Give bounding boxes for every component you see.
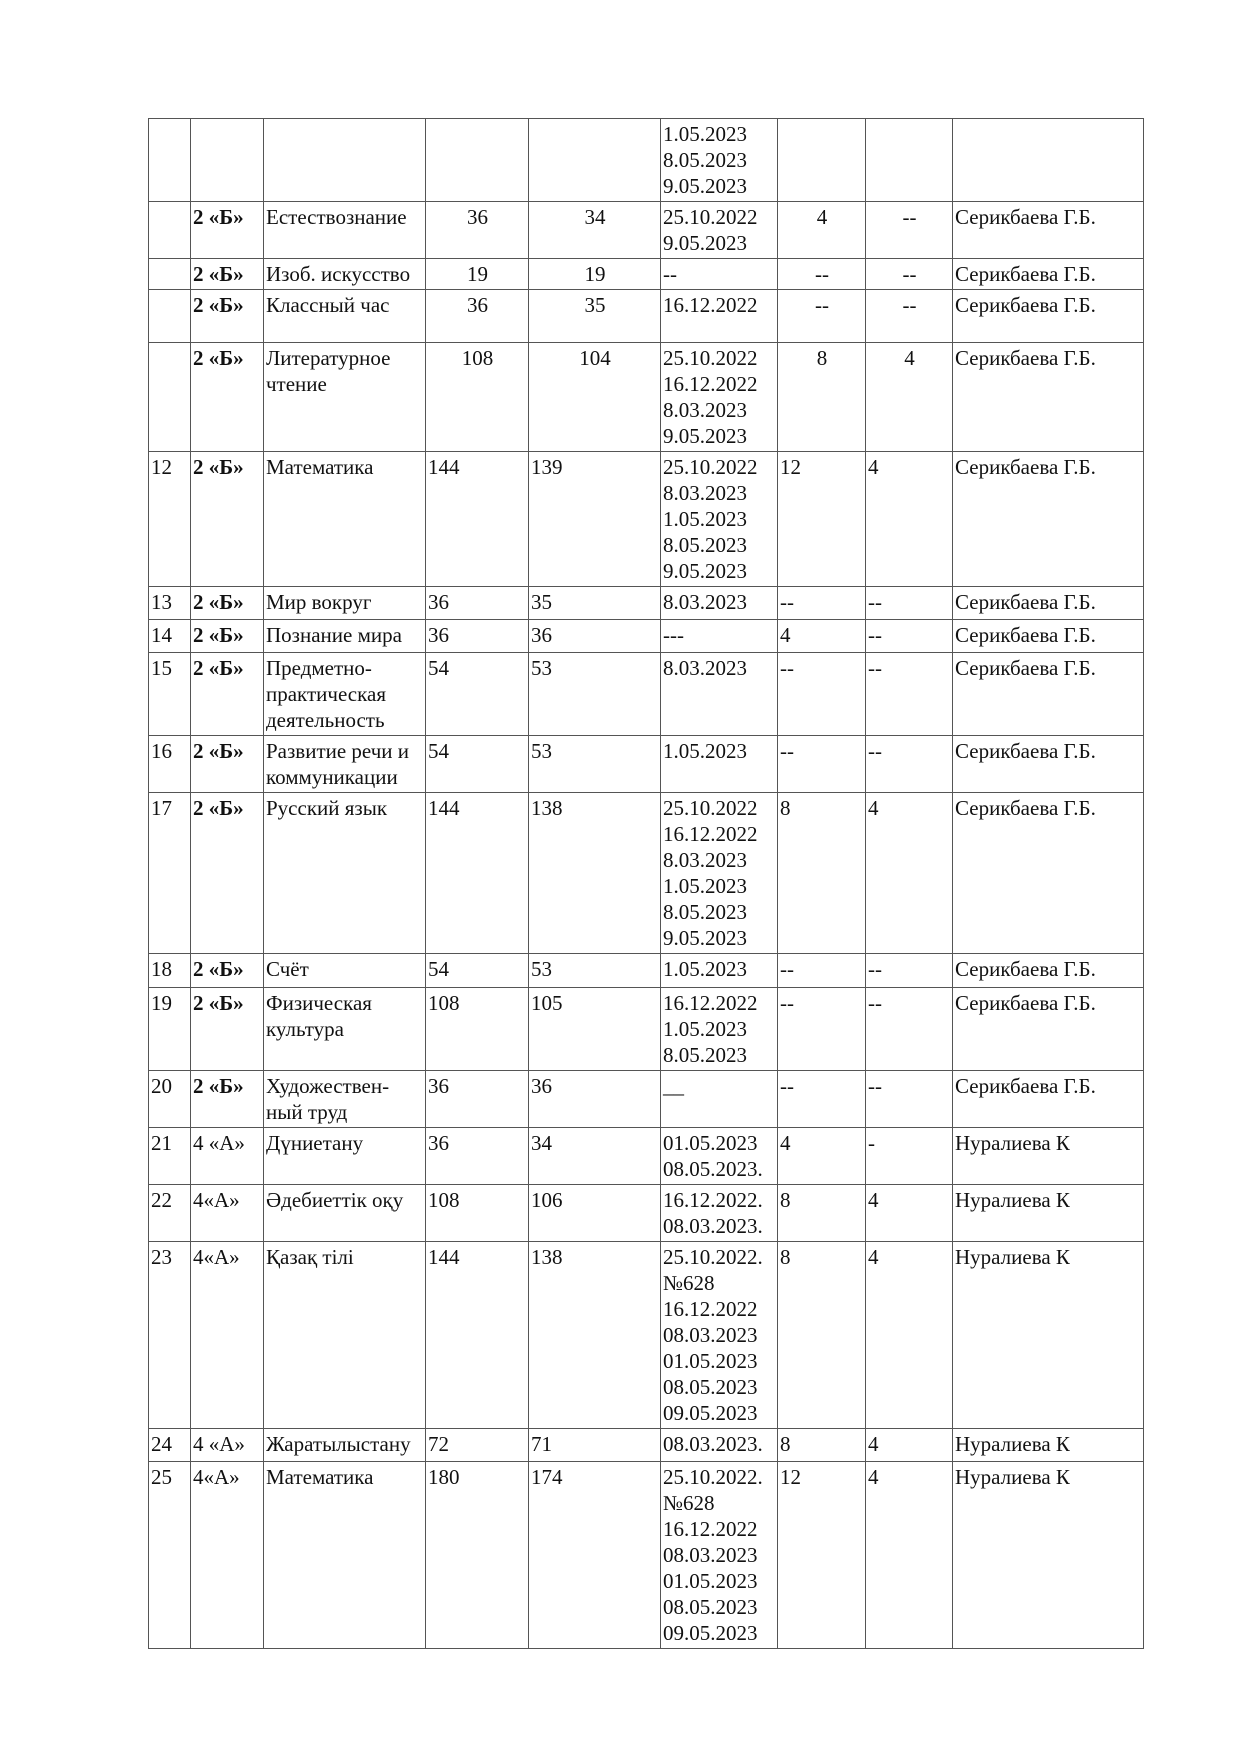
hours-plan-cell: 36 <box>426 587 529 620</box>
hours-fact-cell: 105 <box>529 988 661 1071</box>
subject-cell <box>264 988 426 1071</box>
count-cell-a: 4 <box>778 1128 866 1185</box>
row-number-cell: 24 <box>149 1429 191 1462</box>
date-line: 08.05.2023. <box>663 1157 763 1181</box>
teacher-cell: Серикбаева Г.Б. <box>953 202 1144 259</box>
count-cell-a: 8 <box>778 1185 866 1242</box>
date-line: 08.03.2023. <box>663 1214 763 1238</box>
hours-plan-cell: 108 <box>426 1185 529 1242</box>
class-cell: 2 «Б» <box>191 259 264 290</box>
hours-fact-cell: 53 <box>529 954 661 988</box>
teacher-cell: Серикбаева Г.Б. <box>953 1071 1144 1128</box>
count-cell-b <box>866 119 953 202</box>
row-number-cell: 14 <box>149 620 191 653</box>
table-row <box>149 954 1144 988</box>
hours-fact-cell: 34 <box>529 202 661 259</box>
teacher-cell: Серикбаева Г.Б. <box>953 620 1144 653</box>
hours-plan-cell: 144 <box>426 452 529 587</box>
teacher-cell <box>953 119 1144 202</box>
hours-fact-cell: 53 <box>529 736 661 793</box>
count-cell-a: -- <box>778 290 866 343</box>
row-number-cell: 19 <box>149 988 191 1071</box>
date-line: 1.05.2023 <box>663 874 747 898</box>
subject-line: Математика <box>266 455 374 479</box>
hours-plan-cell: 19 <box>426 259 529 290</box>
subject-line: Познание мира <box>266 623 402 647</box>
count-cell-b: 4 <box>866 1462 953 1649</box>
subject-cell <box>264 119 426 202</box>
class-cell: 4«А» <box>191 1185 264 1242</box>
date-line: 1.05.2023 <box>663 957 747 981</box>
count-cell-b: -- <box>866 1071 953 1128</box>
dates-cell <box>661 1185 778 1242</box>
hours-fact-cell: 104 <box>529 343 661 452</box>
subject-line: Қазақ тілі <box>266 1245 354 1269</box>
count-cell-a: -- <box>778 653 866 736</box>
table-row <box>149 587 1144 620</box>
hours-fact-cell: 71 <box>529 1429 661 1462</box>
table-row <box>149 452 1144 587</box>
hours-plan-cell: 108 <box>426 988 529 1071</box>
date-line: 08.03.2023 <box>663 1323 758 1347</box>
class-cell: 2 «Б» <box>191 202 264 259</box>
teacher-cell: Серикбаева Г.Б. <box>953 653 1144 736</box>
count-cell-b: 4 <box>866 1242 953 1429</box>
row-number-cell <box>149 119 191 202</box>
table-row <box>149 1128 1144 1185</box>
count-cell-a: 8 <box>778 343 866 452</box>
date-line: 8.03.2023 <box>663 398 747 422</box>
row-number-cell <box>149 343 191 452</box>
row-number-cell <box>149 259 191 290</box>
hours-plan-cell: 36 <box>426 290 529 343</box>
date-line: 16.12.2022. <box>663 1188 763 1212</box>
teacher-cell: Серикбаева Г.Б. <box>953 793 1144 954</box>
row-number-cell <box>149 202 191 259</box>
date-line: 8.05.2023 <box>663 900 747 924</box>
table-row <box>149 653 1144 736</box>
dates-cell <box>661 1429 778 1462</box>
table-row <box>149 1242 1144 1429</box>
date-line: 25.10.2022 <box>663 205 758 229</box>
table-row <box>149 1071 1144 1128</box>
date-line: 8.03.2023 <box>663 848 747 872</box>
count-cell-b: 4 <box>866 1185 953 1242</box>
dates-cell <box>661 1071 778 1128</box>
count-cell-b: -- <box>866 653 953 736</box>
subject-cell <box>264 587 426 620</box>
date-line: 09.05.2023 <box>663 1621 758 1645</box>
date-line: 16.12.2022 <box>663 1297 758 1321</box>
subject-line: Предметно- <box>266 656 372 680</box>
subject-cell <box>264 1429 426 1462</box>
table-row <box>149 793 1144 954</box>
class-cell: 4 «А» <box>191 1429 264 1462</box>
row-number-cell: 12 <box>149 452 191 587</box>
date-line: 16.12.2022 <box>663 822 758 846</box>
hours-plan-cell: 108 <box>426 343 529 452</box>
date-line: 8.03.2023 <box>663 656 747 680</box>
date-line: 9.05.2023 <box>663 231 747 255</box>
class-cell: 2 «Б» <box>191 620 264 653</box>
table-body <box>149 119 1144 1649</box>
class-cell: 2 «Б» <box>191 587 264 620</box>
class-cell: 2 «Б» <box>191 343 264 452</box>
count-cell-b: -- <box>866 587 953 620</box>
hours-plan-cell: 144 <box>426 793 529 954</box>
subject-line: чтение <box>266 372 327 396</box>
date-line: 08.03.2023. <box>663 1432 763 1456</box>
count-cell-b: 4 <box>866 452 953 587</box>
hours-fact-cell: 138 <box>529 1242 661 1429</box>
count-cell-a: -- <box>778 259 866 290</box>
date-line: 16.12.2022 <box>663 372 758 396</box>
hours-fact-cell <box>529 119 661 202</box>
date-line: 08.05.2023 <box>663 1595 758 1619</box>
date-line: 1.05.2023 <box>663 739 747 763</box>
table-row <box>149 988 1144 1071</box>
table-row <box>149 290 1144 343</box>
date-line: №628 <box>663 1491 715 1515</box>
subject-cell <box>264 1071 426 1128</box>
hours-fact-cell: 19 <box>529 259 661 290</box>
hours-plan-cell <box>426 119 529 202</box>
subject-cell <box>264 954 426 988</box>
table-row <box>149 119 1144 202</box>
teacher-cell: Серикбаева Г.Б. <box>953 343 1144 452</box>
subject-line: Жаратылыстану <box>266 1432 411 1456</box>
subject-cell <box>264 1462 426 1649</box>
teacher-cell: Серикбаева Г.Б. <box>953 259 1144 290</box>
subject-line: культура <box>266 1017 344 1041</box>
subject-line: Математика <box>266 1465 374 1489</box>
count-cell-b: -- <box>866 954 953 988</box>
date-line: 8.05.2023 <box>663 148 747 172</box>
table-row <box>149 202 1144 259</box>
dates-cell <box>661 202 778 259</box>
subject-line: Физическая <box>266 991 372 1015</box>
hours-plan-cell: 144 <box>426 1242 529 1429</box>
date-line: 1.05.2023 <box>663 507 747 531</box>
count-cell-a: 12 <box>778 1462 866 1649</box>
class-cell: 2 «Б» <box>191 793 264 954</box>
count-cell-b: - <box>866 1128 953 1185</box>
dates-cell <box>661 587 778 620</box>
count-cell-a: 8 <box>778 793 866 954</box>
date-line: 01.05.2023 <box>663 1569 758 1593</box>
class-cell: 2 «Б» <box>191 954 264 988</box>
teacher-cell: Серикбаева Г.Б. <box>953 587 1144 620</box>
class-cell: 4«А» <box>191 1242 264 1429</box>
subject-cell <box>264 1242 426 1429</box>
count-cell-a: -- <box>778 954 866 988</box>
date-line: 8.05.2023 <box>663 1043 747 1067</box>
hours-fact-cell: 139 <box>529 452 661 587</box>
date-line: 08.05.2023 <box>663 1375 758 1399</box>
count-cell-b: -- <box>866 259 953 290</box>
row-number-cell: 17 <box>149 793 191 954</box>
hours-fact-cell: 35 <box>529 290 661 343</box>
teacher-cell: Нуралиева К <box>953 1462 1144 1649</box>
class-cell: 4«А» <box>191 1462 264 1649</box>
class-cell <box>191 119 264 202</box>
dates-cell <box>661 1462 778 1649</box>
hours-plan-cell: 36 <box>426 1071 529 1128</box>
hours-plan-cell: 72 <box>426 1429 529 1462</box>
dates-cell <box>661 988 778 1071</box>
count-cell-b: -- <box>866 620 953 653</box>
row-number-cell: 18 <box>149 954 191 988</box>
subject-line: Счёт <box>266 957 309 981</box>
date-line: 01.05.2023 <box>663 1349 758 1373</box>
class-cell: 2 «Б» <box>191 988 264 1071</box>
count-cell-b: -- <box>866 736 953 793</box>
date-line: 9.05.2023 <box>663 926 747 950</box>
dates-cell <box>661 259 778 290</box>
subject-line: Изоб. искусство <box>266 262 411 286</box>
date-line: №628 <box>663 1271 715 1295</box>
teacher-cell: Нуралиева К <box>953 1128 1144 1185</box>
subject-line: Литературное <box>266 346 391 370</box>
date-line: 16.12.2022 <box>663 991 758 1015</box>
subject-line: практическая <box>266 682 386 706</box>
date-line: 9.05.2023 <box>663 559 747 583</box>
date-line: 1.05.2023 <box>663 1017 747 1041</box>
count-cell-a: 4 <box>778 620 866 653</box>
date-line: 25.10.2022 <box>663 455 758 479</box>
hours-fact-cell: 36 <box>529 1071 661 1128</box>
table-row <box>149 736 1144 793</box>
teacher-cell: Серикбаева Г.Б. <box>953 736 1144 793</box>
date-line: 16.12.2022 <box>663 1517 758 1541</box>
subject-cell <box>264 1128 426 1185</box>
date-line: 25.10.2022 <box>663 796 758 820</box>
date-line: 25.10.2022. <box>663 1245 763 1269</box>
count-cell-a: 8 <box>778 1429 866 1462</box>
subject-cell <box>264 452 426 587</box>
dates-cell <box>661 620 778 653</box>
class-cell: 2 «Б» <box>191 1071 264 1128</box>
date-line: 25.10.2022 <box>663 346 758 370</box>
row-number-cell: 21 <box>149 1128 191 1185</box>
count-cell-b: -- <box>866 290 953 343</box>
date-line: 08.03.2023 <box>663 1543 758 1567</box>
hours-fact-cell: 174 <box>529 1462 661 1649</box>
row-number-cell <box>149 290 191 343</box>
class-cell: 2 «Б» <box>191 290 264 343</box>
table-row <box>149 1429 1144 1462</box>
lesson-table <box>148 118 1144 1649</box>
table-row <box>149 343 1144 452</box>
date-line: 9.05.2023 <box>663 174 747 198</box>
dates-cell <box>661 954 778 988</box>
hours-plan-cell: 36 <box>426 620 529 653</box>
row-number-cell: 25 <box>149 1462 191 1649</box>
date-line: 09.05.2023 <box>663 1401 758 1425</box>
subject-cell <box>264 620 426 653</box>
date-line: 01.05.2023 <box>663 1131 758 1155</box>
subject-cell <box>264 202 426 259</box>
teacher-cell: Серикбаева Г.Б. <box>953 290 1144 343</box>
hours-plan-cell: 54 <box>426 653 529 736</box>
count-cell-a: -- <box>778 736 866 793</box>
count-cell-a: 8 <box>778 1242 866 1429</box>
count-cell-a <box>778 119 866 202</box>
hours-fact-cell: 53 <box>529 653 661 736</box>
dates-cell <box>661 290 778 343</box>
teacher-cell: Серикбаева Г.Б. <box>953 988 1144 1071</box>
hours-plan-cell: 36 <box>426 202 529 259</box>
subject-line: Художествен- <box>266 1074 390 1098</box>
date-line: 1.05.2023 <box>663 122 747 146</box>
dates-cell <box>661 119 778 202</box>
dates-cell <box>661 1242 778 1429</box>
hours-plan-cell: 54 <box>426 736 529 793</box>
teacher-cell: Серикбаева Г.Б. <box>953 452 1144 587</box>
count-cell-a: 12 <box>778 452 866 587</box>
table-row <box>149 1185 1144 1242</box>
count-cell-a: 4 <box>778 202 866 259</box>
class-cell: 2 «Б» <box>191 736 264 793</box>
class-cell: 4 «А» <box>191 1128 264 1185</box>
subject-cell <box>264 290 426 343</box>
date-line: --- <box>663 623 684 647</box>
date-line: 9.05.2023 <box>663 424 747 448</box>
teacher-cell: Серикбаева Г.Б. <box>953 954 1144 988</box>
date-line: -- <box>663 262 677 286</box>
hours-fact-cell: 138 <box>529 793 661 954</box>
subject-line: деятельность <box>266 708 385 732</box>
dates-cell <box>661 1128 778 1185</box>
count-cell-a: -- <box>778 1071 866 1128</box>
subject-cell <box>264 259 426 290</box>
subject-line: ный труд <box>266 1100 348 1124</box>
date-line: 8.03.2023 <box>663 481 747 505</box>
count-cell-b: 4 <box>866 343 953 452</box>
hours-plan-cell: 54 <box>426 954 529 988</box>
dates-cell <box>661 736 778 793</box>
row-number-cell: 15 <box>149 653 191 736</box>
class-cell: 2 «Б» <box>191 452 264 587</box>
hours-fact-cell: 34 <box>529 1128 661 1185</box>
subject-line: Классный час <box>266 293 390 317</box>
date-line: 8.03.2023 <box>663 590 747 614</box>
hours-plan-cell: 180 <box>426 1462 529 1649</box>
subject-cell <box>264 736 426 793</box>
date-line: __ <box>663 1074 684 1098</box>
subject-line: коммуникации <box>266 765 398 789</box>
dates-cell <box>661 343 778 452</box>
count-cell-a: -- <box>778 587 866 620</box>
dates-cell <box>661 793 778 954</box>
teacher-cell: Нуралиева К <box>953 1429 1144 1462</box>
row-number-cell: 16 <box>149 736 191 793</box>
table-row <box>149 1462 1144 1649</box>
hours-fact-cell: 36 <box>529 620 661 653</box>
subject-line: Дүниетану <box>266 1131 364 1155</box>
dates-cell <box>661 452 778 587</box>
date-line: 8.05.2023 <box>663 533 747 557</box>
teacher-cell: Нуралиева К <box>953 1185 1144 1242</box>
row-number-cell: 13 <box>149 587 191 620</box>
hours-plan-cell: 36 <box>426 1128 529 1185</box>
class-cell: 2 «Б» <box>191 653 264 736</box>
date-line: 25.10.2022. <box>663 1465 763 1489</box>
subject-cell <box>264 653 426 736</box>
subject-line: Мир вокруг <box>266 590 372 614</box>
subject-line: Развитие речи и <box>266 739 410 763</box>
row-number-cell: 23 <box>149 1242 191 1429</box>
count-cell-a: -- <box>778 988 866 1071</box>
row-number-cell: 22 <box>149 1185 191 1242</box>
row-number-cell: 20 <box>149 1071 191 1128</box>
subject-cell <box>264 793 426 954</box>
subject-cell <box>264 343 426 452</box>
teacher-cell: Нуралиева К <box>953 1242 1144 1429</box>
count-cell-b: -- <box>866 202 953 259</box>
count-cell-b: 4 <box>866 793 953 954</box>
dates-cell <box>661 653 778 736</box>
date-line: 16.12.2022 <box>663 293 758 317</box>
hours-fact-cell: 106 <box>529 1185 661 1242</box>
table-row <box>149 620 1144 653</box>
count-cell-b: -- <box>866 988 953 1071</box>
subject-line: Әдебиеттік оқу <box>266 1188 404 1212</box>
count-cell-b: 4 <box>866 1429 953 1462</box>
table-row <box>149 259 1144 290</box>
subject-line: Русский язык <box>266 796 388 820</box>
subject-cell <box>264 1185 426 1242</box>
hours-fact-cell: 35 <box>529 587 661 620</box>
subject-line: Естествознание <box>266 205 407 229</box>
